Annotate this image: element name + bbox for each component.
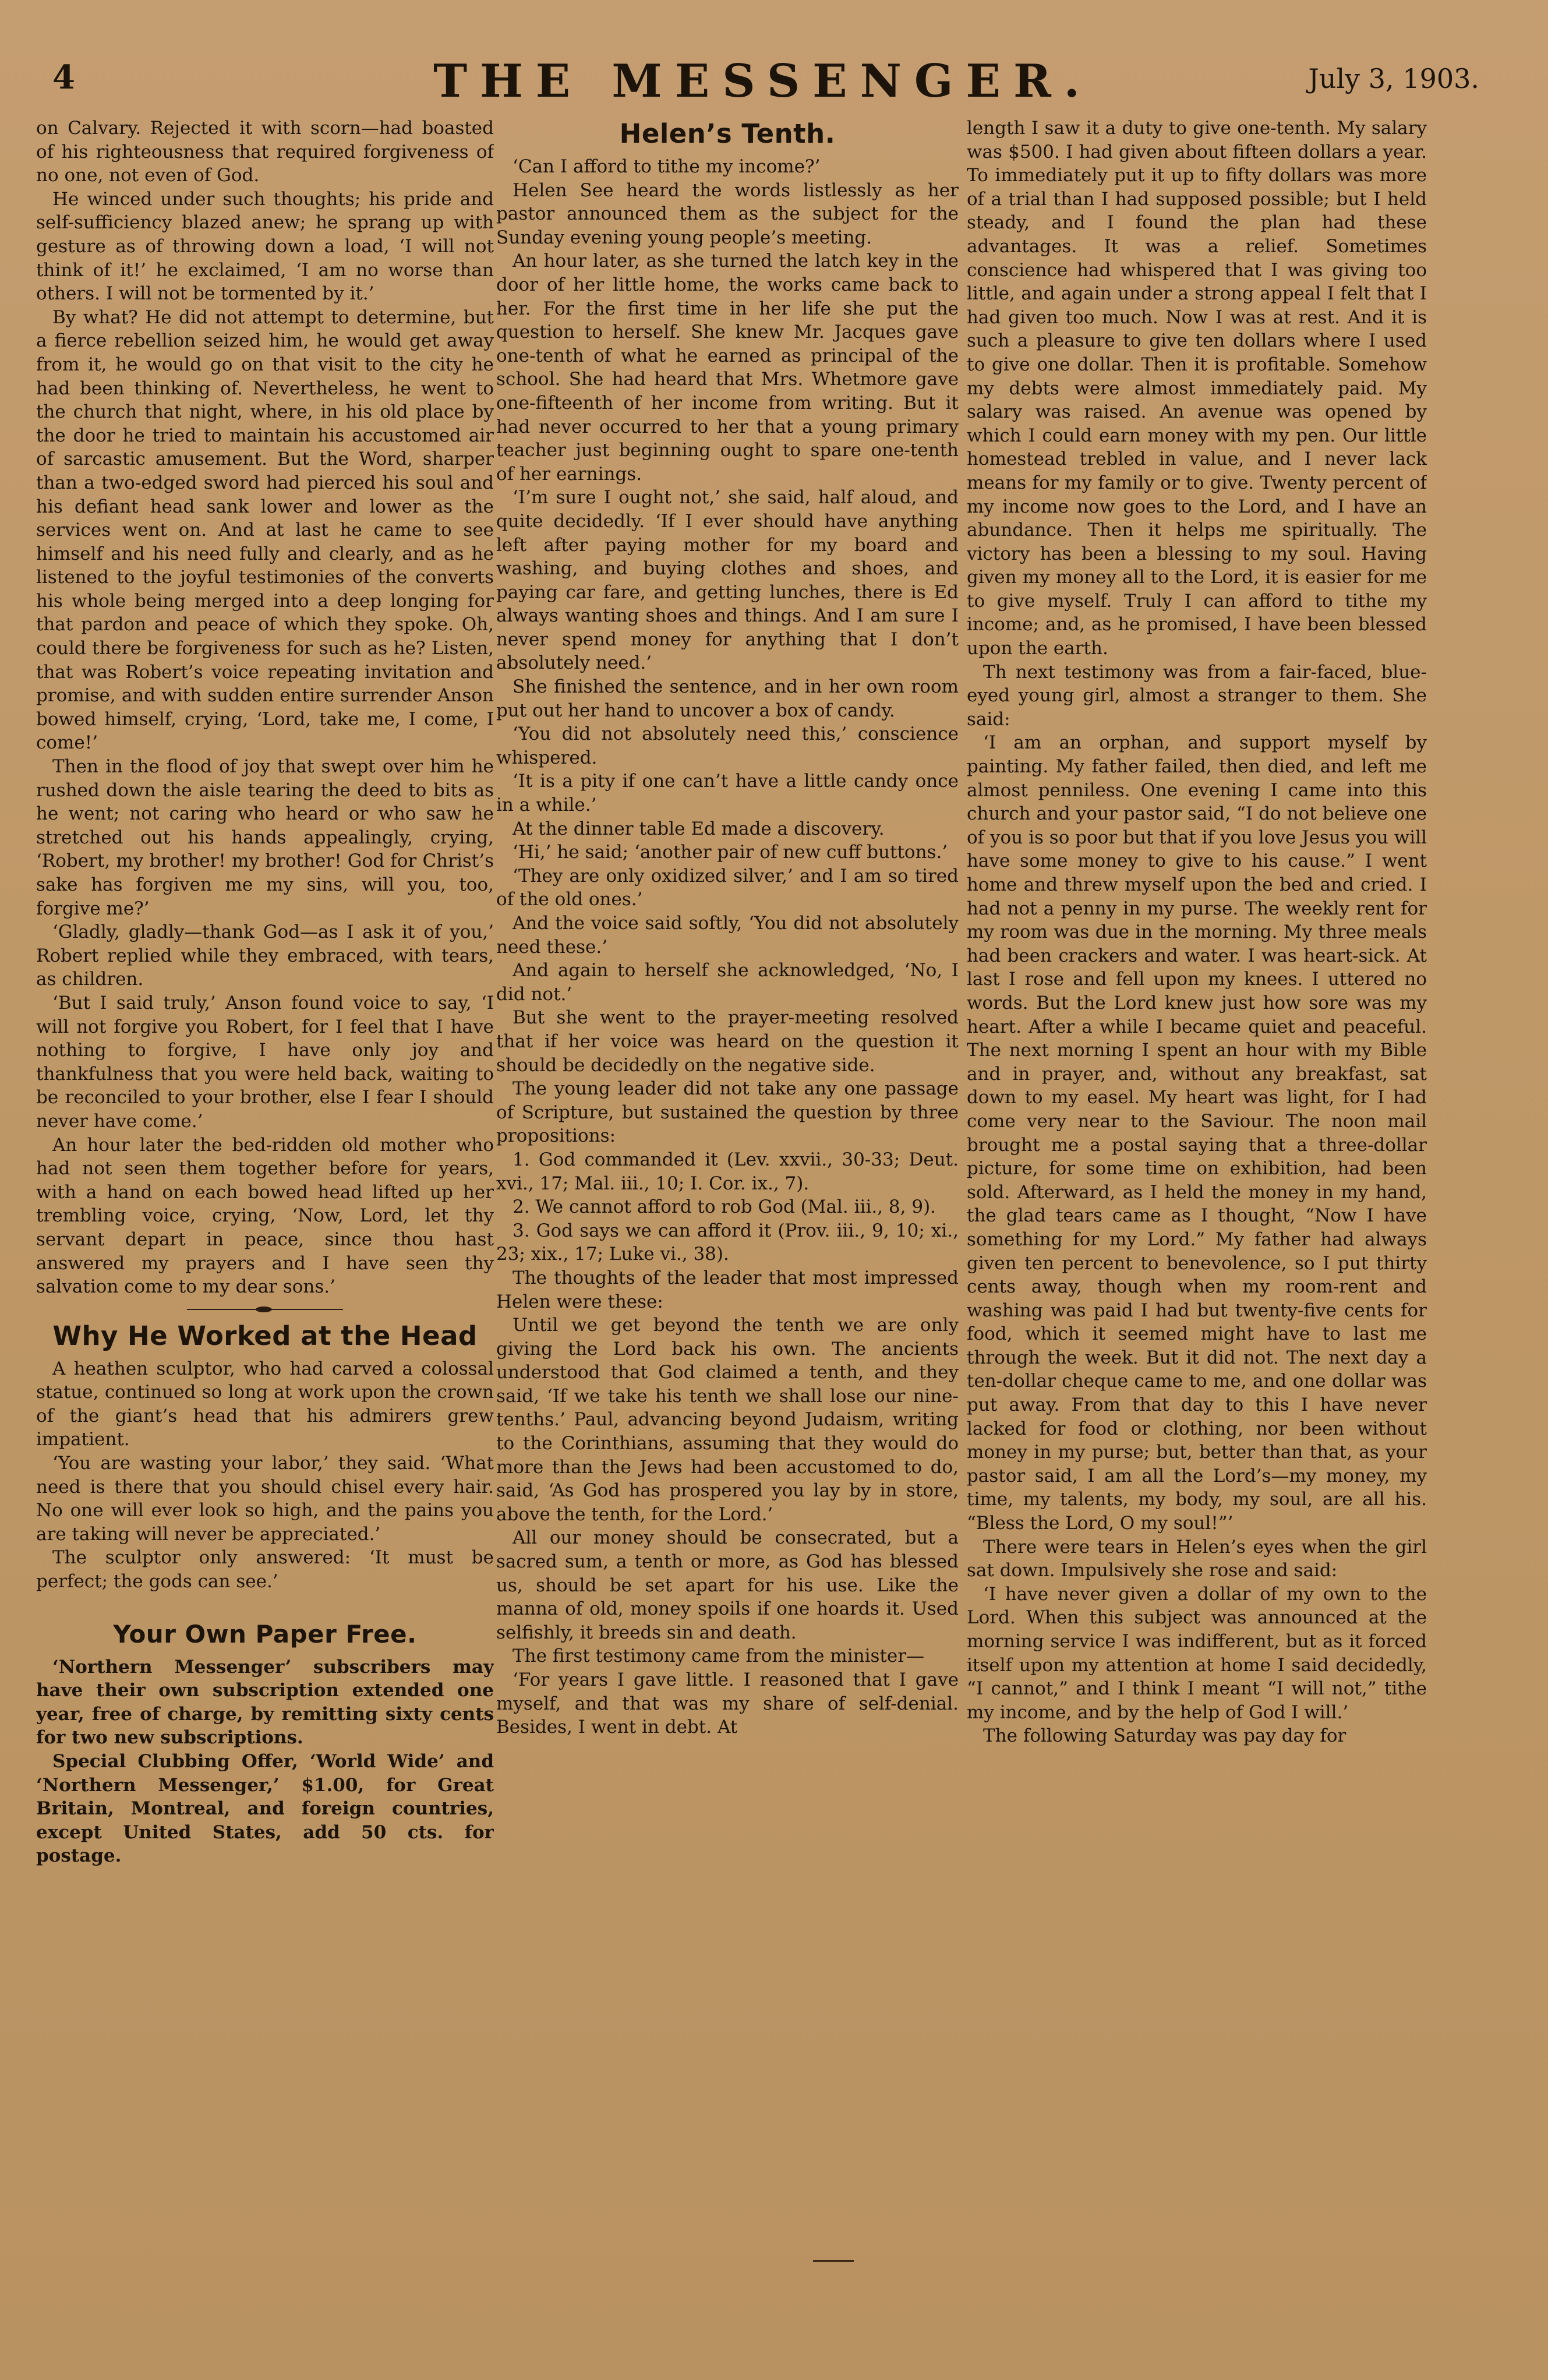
paragraph: And the voice said softly, ‘You did not absolutely need these.’ — [496, 913, 959, 958]
paragraph: ‘Gladly, gladly—thank God—as I ask it of you,’ Robert replied while they embraced, with tears, as children. — [36, 921, 494, 990]
paragraph: A heathen sculptor, who had carved a colossal statue, continued so long at work upon the crown of the giant’s head that his admirers grew impatient. — [36, 1358, 494, 1450]
paragraph: Th next testimony was from a fair-faced, blue-eyed young girl, almost a stranger to them. She said: — [967, 661, 1427, 730]
list-item: 2. We cannot afford to rob God (Mal. iii., 8, 9). — [513, 1196, 936, 1218]
page-number: 4 — [52, 58, 75, 97]
headline-why-he-worked: Why He Worked at the Head — [52, 1320, 478, 1351]
paragraph: on Calvary. Rejected it with scorn—had boasted of his righteousness that required forgiveness of no one, not even of God. — [36, 118, 494, 186]
paragraph: ‘Hi,’ he said; ‘another pair of new cuff buttons.’ — [513, 842, 948, 863]
paragraph: There were tears in Helen’s eyes when the girl sat down. Impulsively she rose and said: — [967, 1536, 1427, 1581]
page-header — [47, 55, 1479, 111]
paragraph: ‘Northern Messenger’ subscribers may have their own subscription extended one year, free of charge, by remitting sixty cents for two new subscriptions. — [36, 1656, 494, 1749]
column-2 — [496, 116, 959, 2307]
paragraph: All our money should be consecrated, but a sacred sum, a tenth or more, as God has blessed us, should be set apart for his use. Like the manna of old, money spoils if one hoards it. Used selfishly, it breeds sin and death. — [496, 1527, 959, 1643]
paragraph: ‘Can I afford to tithe my income?’ — [513, 156, 821, 177]
paragraph: The following Saturday was pay day for — [983, 1725, 1346, 1747]
paragraph: Helen See heard the words listlessly as her pastor announced them as the subject for the Sunday evening young people’s meeting. — [496, 179, 959, 248]
paragraph: Until we get beyond the tenth we are only giving the Lord back his own. The ancients understood that God claimed a tenth, and they said, ‘If we take his tenth we shall lose our nine-tenths.’ Paul, advancing beyond Judaism, writing to the Corinthians, assuming that they would do more than the Jews had been accustomed to do, said, ‘As God has prospered you lay by in store, above the tenth, for the Lord.’ — [496, 1315, 959, 1525]
section-divider — [36, 1301, 494, 1318]
paragraph: The first testimony came from the minister— — [513, 1645, 925, 1667]
column-1 — [36, 116, 494, 2307]
paragraph: An hour later, as she turned the latch key in the door of her little home, the works came back to her. For the first time in her life she put the question to herself. She knew Mr. Jacques gave one-tenth of what he earned as principal of the school. She had heard that Mrs. Whetmore gave one-fifteenth of her income from writing. But it had never occurred to her that a young primary teacher just beginning ought to spare one-tenth of her earnings. — [496, 250, 959, 485]
column-3 — [967, 116, 1427, 2307]
paragraph: The sculptor only answered: ‘It must be perfect; the gods can see.’ — [36, 1547, 494, 1592]
paragraph: ‘But I said truly,’ Anson found voice to say, ‘I will not forgive you Robert, for I feel that I have nothing to forgive, I have only joy and thankfulness that you were held back, waiting to be reconciled to your brother, else I fear I should never have come.’ — [36, 992, 494, 1132]
paragraph: She finished the sentence, and in her own room put out her hand to uncover a box of candy. — [496, 676, 959, 721]
paragraph: length I saw it a duty to give one-tenth. My salary was $500. I had given about fifteen dollars a year. To immediately put it up to fifty dollars was more of a trial than I had supposed possible; but I held steady, and I found the plan had these advantages. It was a relief. Sometimes conscience had whispered that I was giving too little, and again under a strong appeal I felt that I had given too much. Now I was at rest. And it is such a pleasure to give ten dollars where I used to give one dollar. Then it is profitable. Somehow my debts were almost immediately paid. My salary was raised. An avenue was opened by which I could earn money with my pen. Our little homestead trebled in value, and I never lack means for my family or to give. Twenty percent of my income now goes to the Lord, and I have an abundance. Then it helps me spiritually. The victory has been a blessing to my soul. Having given my money all to the Lord, it is easier for me to give myself. Truly I can afford to tithe my income; and, as he promised, I have been blessed upon the earth. — [967, 118, 1427, 659]
list-item: 1. God commanded it (Lev. xxvii., 30-33; Deut. xvi., 17; Mal. iii., 10; I. Cor. ix., 7). — [496, 1149, 959, 1194]
paragraph: An hour later the bed-ridden old mother who had not seen them together before for years, with a hand on each bowed head lifted up her trembling voice, crying, ‘Now, Lord, let thy servant depart in peace, since thou hast answered my prayers and I have seen thy salvation come to my dear sons.’ — [36, 1134, 494, 1298]
paragraph: Special Clubbing Offer, ‘World Wide’ and ‘Northern Messenger,’ $1.00, for Great Britain, Montreal, and foreign countries, except United States, add 50 cts. for postage. — [36, 1751, 494, 1867]
paragraph: And again to herself she acknowledged, ‘No, I did not.’ — [496, 960, 959, 1005]
paragraph: ‘I am an orphan, and support myself by painting. My father failed, then died, and left me almost penniless. One evening I came into this church and your pastor said, “I do not believe one of you is so poor but that if you love Jesus you will have some money to give to his cause.” I went home and threw myself upon the bed and cried. I had not a penny in my purse. The weekly rent for my room was due in the morning. My three meals had been crackers and water. I was heart-sick. At last I rose and fell upon my knees. I uttered no words. But the Lord knew just how sore was my heart. After a while I became quiet and peaceful. The next morning I spent an hour with my Bible and in prayer, and, without any breakfast, sat down to my easel. My heart was light, for I had come very near to the Saviour. The noon mail brought me a postal saying that a three-dollar picture, for some time on exhibition, had been sold. Afterward, as I held the money in my hand, the glad tears came as I thought, “Now I have something for my Lord.” My father had always given ten percent to benevolence, so I put thirty cents away, though when my room-rent and washing was paid I had but twenty-five cents for food, which it seemed might have to last me through the week. But it did not. The next day a ten-dollar cheque came to me, and one dollar was put away. From that day to this I have never lacked for food or clothing, nor been without money in my purse; but, better than that, as your pastor said, I am all the Lord’s—my money, my time, my talents, my body, my soul, are all his. “Bless the Lord, O my soul!”’ — [967, 732, 1427, 1534]
paragraph: ‘They are only oxidized silver,’ and I am so tired of the old ones.’ — [496, 865, 959, 910]
list-item: 3. God says we can afford it (Prov. iii., 9, 10; xi., 23; xix., 17; Luke vi., 38). — [496, 1220, 959, 1265]
paragraph: The young leader did not take any one passage of Scripture, but sustained the question by three propositions: — [496, 1078, 959, 1147]
paragraph: ‘You did not absolutely need this,’ conscience whispered. — [496, 723, 959, 768]
paragraph: ‘I have never given a dollar of my own to the Lord. When this subject was announced at the morning service I was indifferent, but as it forced itself upon my attention at home I said decidedly, “I cannot,” and I think I meant “I will not,” tithe my income, and by the help of God I will.’ — [967, 1583, 1427, 1723]
paragraph: ‘You are wasting your labor,’ they said. ‘What need is there that you should chisel every hair. No one will ever look so high, and the pains you are taking will never be appreciated.’ — [36, 1453, 494, 1545]
headline-helens-tenth: Helen’s Tenth. — [619, 118, 836, 149]
paragraph: ‘For years I gave little. I reasoned that I gave myself, and that was my share of self-denial. Besides, I went in debt. At — [496, 1669, 959, 1738]
issue-date: July 3, 1903. — [1308, 63, 1479, 94]
paragraph: The thoughts of the leader that most impressed Helen were these: — [496, 1267, 959, 1312]
paragraph: ‘I’m sure I ought not,’ she said, half aloud, and quite decidedly. ‘If I ever should have anything left after paying mother for my board and washing, and buying clothes and shoes, and paying car fare, and getting lunches, there is Ed always wanting shoes and things. And I am sure I never spend money for anything that I don’t absolutely need.’ — [496, 487, 959, 674]
paragraph: By what? He did not attempt to determine, but a fierce rebellion seized him, he would get away from it, he would go on that visit to the city he had been thinking of. Nevertheless, he went to the church that night, where, in his old place by the door he tried to maintain his accustomed air of sarcastic amusement. But the Word, sharper than a two-edged sword had pierced his soul and his defiant head sank lower and lower as the services went on. And at last he came to see himself and his need fully and clearly, and as he listened to the joyful testimonies of the converts his whole being merged into a deep longing for that pardon and peace of which they spoke. Oh, could there be forgiveness for such as he? Listen, that was Robert’s voice repeating invitation and promise, and with sudden entire surrender Anson bowed himself, crying, ‘Lord, take me, I come, I come!’ — [36, 306, 494, 754]
paragraph: He winced under such thoughts; his pride and self-sufficiency blazed anew; he sprang up with gesture as of throwing down a load, ‘I will not think of it!’ he exclaimed, ‘I am no worse than others. I will not be tormented by it.’ — [36, 188, 494, 305]
headline-your-own-paper: Your Own Paper Free. — [113, 1619, 417, 1648]
paragraph: Then in the flood of joy that swept over him he rushed down the aisle tearing the deed to bits as he went; not caring who heard or who saw he stretched out his hands appealingly, crying, ‘Robert, my brother! my brother! God for Christ’s sake has forgiven me my sins, will you, too, forgive me?’ — [36, 756, 494, 919]
paragraph: But she went to the prayer-meeting resolved that if her voice was heard on the question it should be decidedly on the negative side. — [496, 1007, 959, 1076]
paragraph: At the dinner table Ed made a discovery. — [513, 818, 885, 839]
paragraph: ‘It is a pity if one can’t have a little candy once in a while.’ — [496, 771, 959, 816]
masthead-title: THE MESSENGER. — [433, 55, 1093, 108]
bottom-rule — [813, 2260, 854, 2262]
